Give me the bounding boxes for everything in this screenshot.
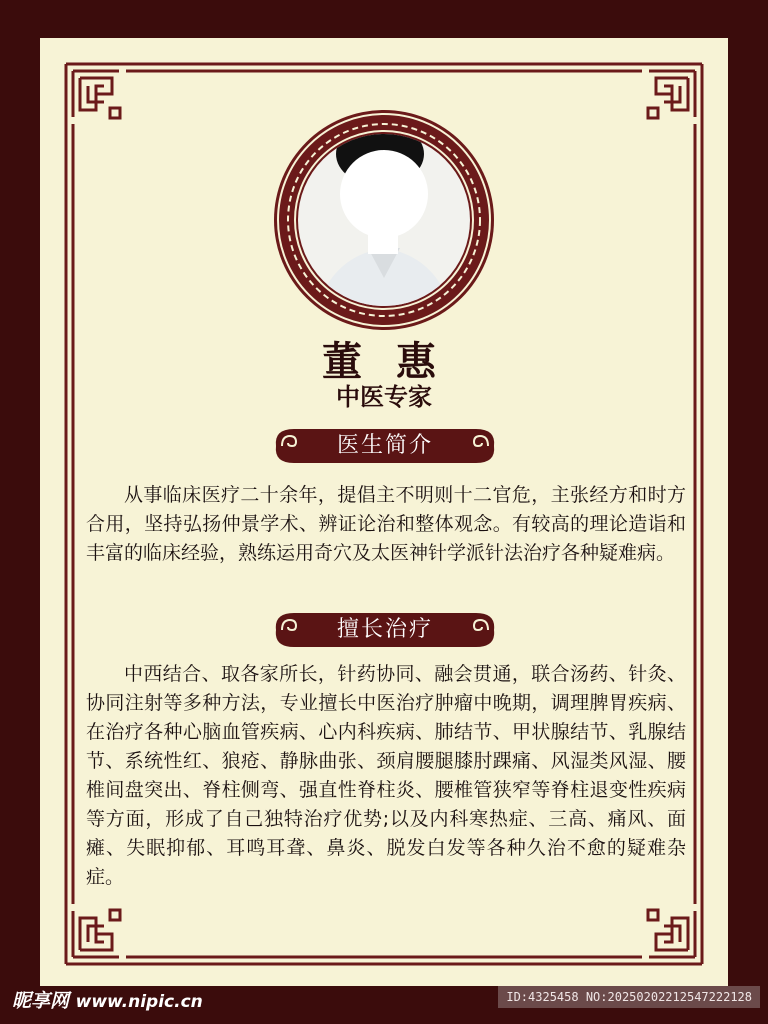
section-heading-label: 擅长治疗 bbox=[336, 617, 433, 642]
watermark-site: www.nipic.cn bbox=[75, 992, 203, 1012]
section-heading-label: 医生简介 bbox=[336, 433, 433, 458]
watermark-brand bbox=[12, 986, 203, 1013]
specialty-paragraph: 中西结合、取各家所长，针药协同、融会贯通，联合汤药、针灸、协同注射等多种方法，专业擅长中医治疗肿瘤中晚期，调理脾胃疾病、在治疗各种心脑血管疾病、心内科疾病、肺结节、甲状腺结节、乳腺结节、系统性红、狼疮、静脉曲张、颈肩腰腿膝肘踝痛、风湿类风湿、腰椎间盘突出、脊柱侧弯、强直性脊柱炎、腰椎管狭窄等脊柱退变性疾病等方面，形成了自己独特治疗优势;以及内科寒热症、三高、痛风、面瘫、失眠抑郁、耳鸣耳聋、鼻炎、脱发白发等各种久治不愈的疑难杂症。 bbox=[86, 663, 686, 888]
doctor-title: 中医专家 bbox=[336, 382, 432, 411]
section-heading-specialty bbox=[274, 610, 496, 650]
watermark-brand-text: 昵享网 bbox=[12, 990, 70, 1012]
section-heading-intro bbox=[274, 426, 496, 466]
intro-paragraph: 从事临床医疗二十余年，提倡主不明则十二官危，主张经方和时方合用，坚持弘扬仲景学术、辨证论治和整体观念。有较高的理论造诣和丰富的临床经验，熟练运用奇穴及太医神针学派针法治疗各种疑难病。 bbox=[86, 484, 686, 564]
doctor-portrait bbox=[272, 108, 496, 332]
doctor-name: 董 惠 bbox=[322, 338, 446, 385]
watermark-id: ID:4325458 NO:20250202212547222128 bbox=[498, 986, 760, 1008]
